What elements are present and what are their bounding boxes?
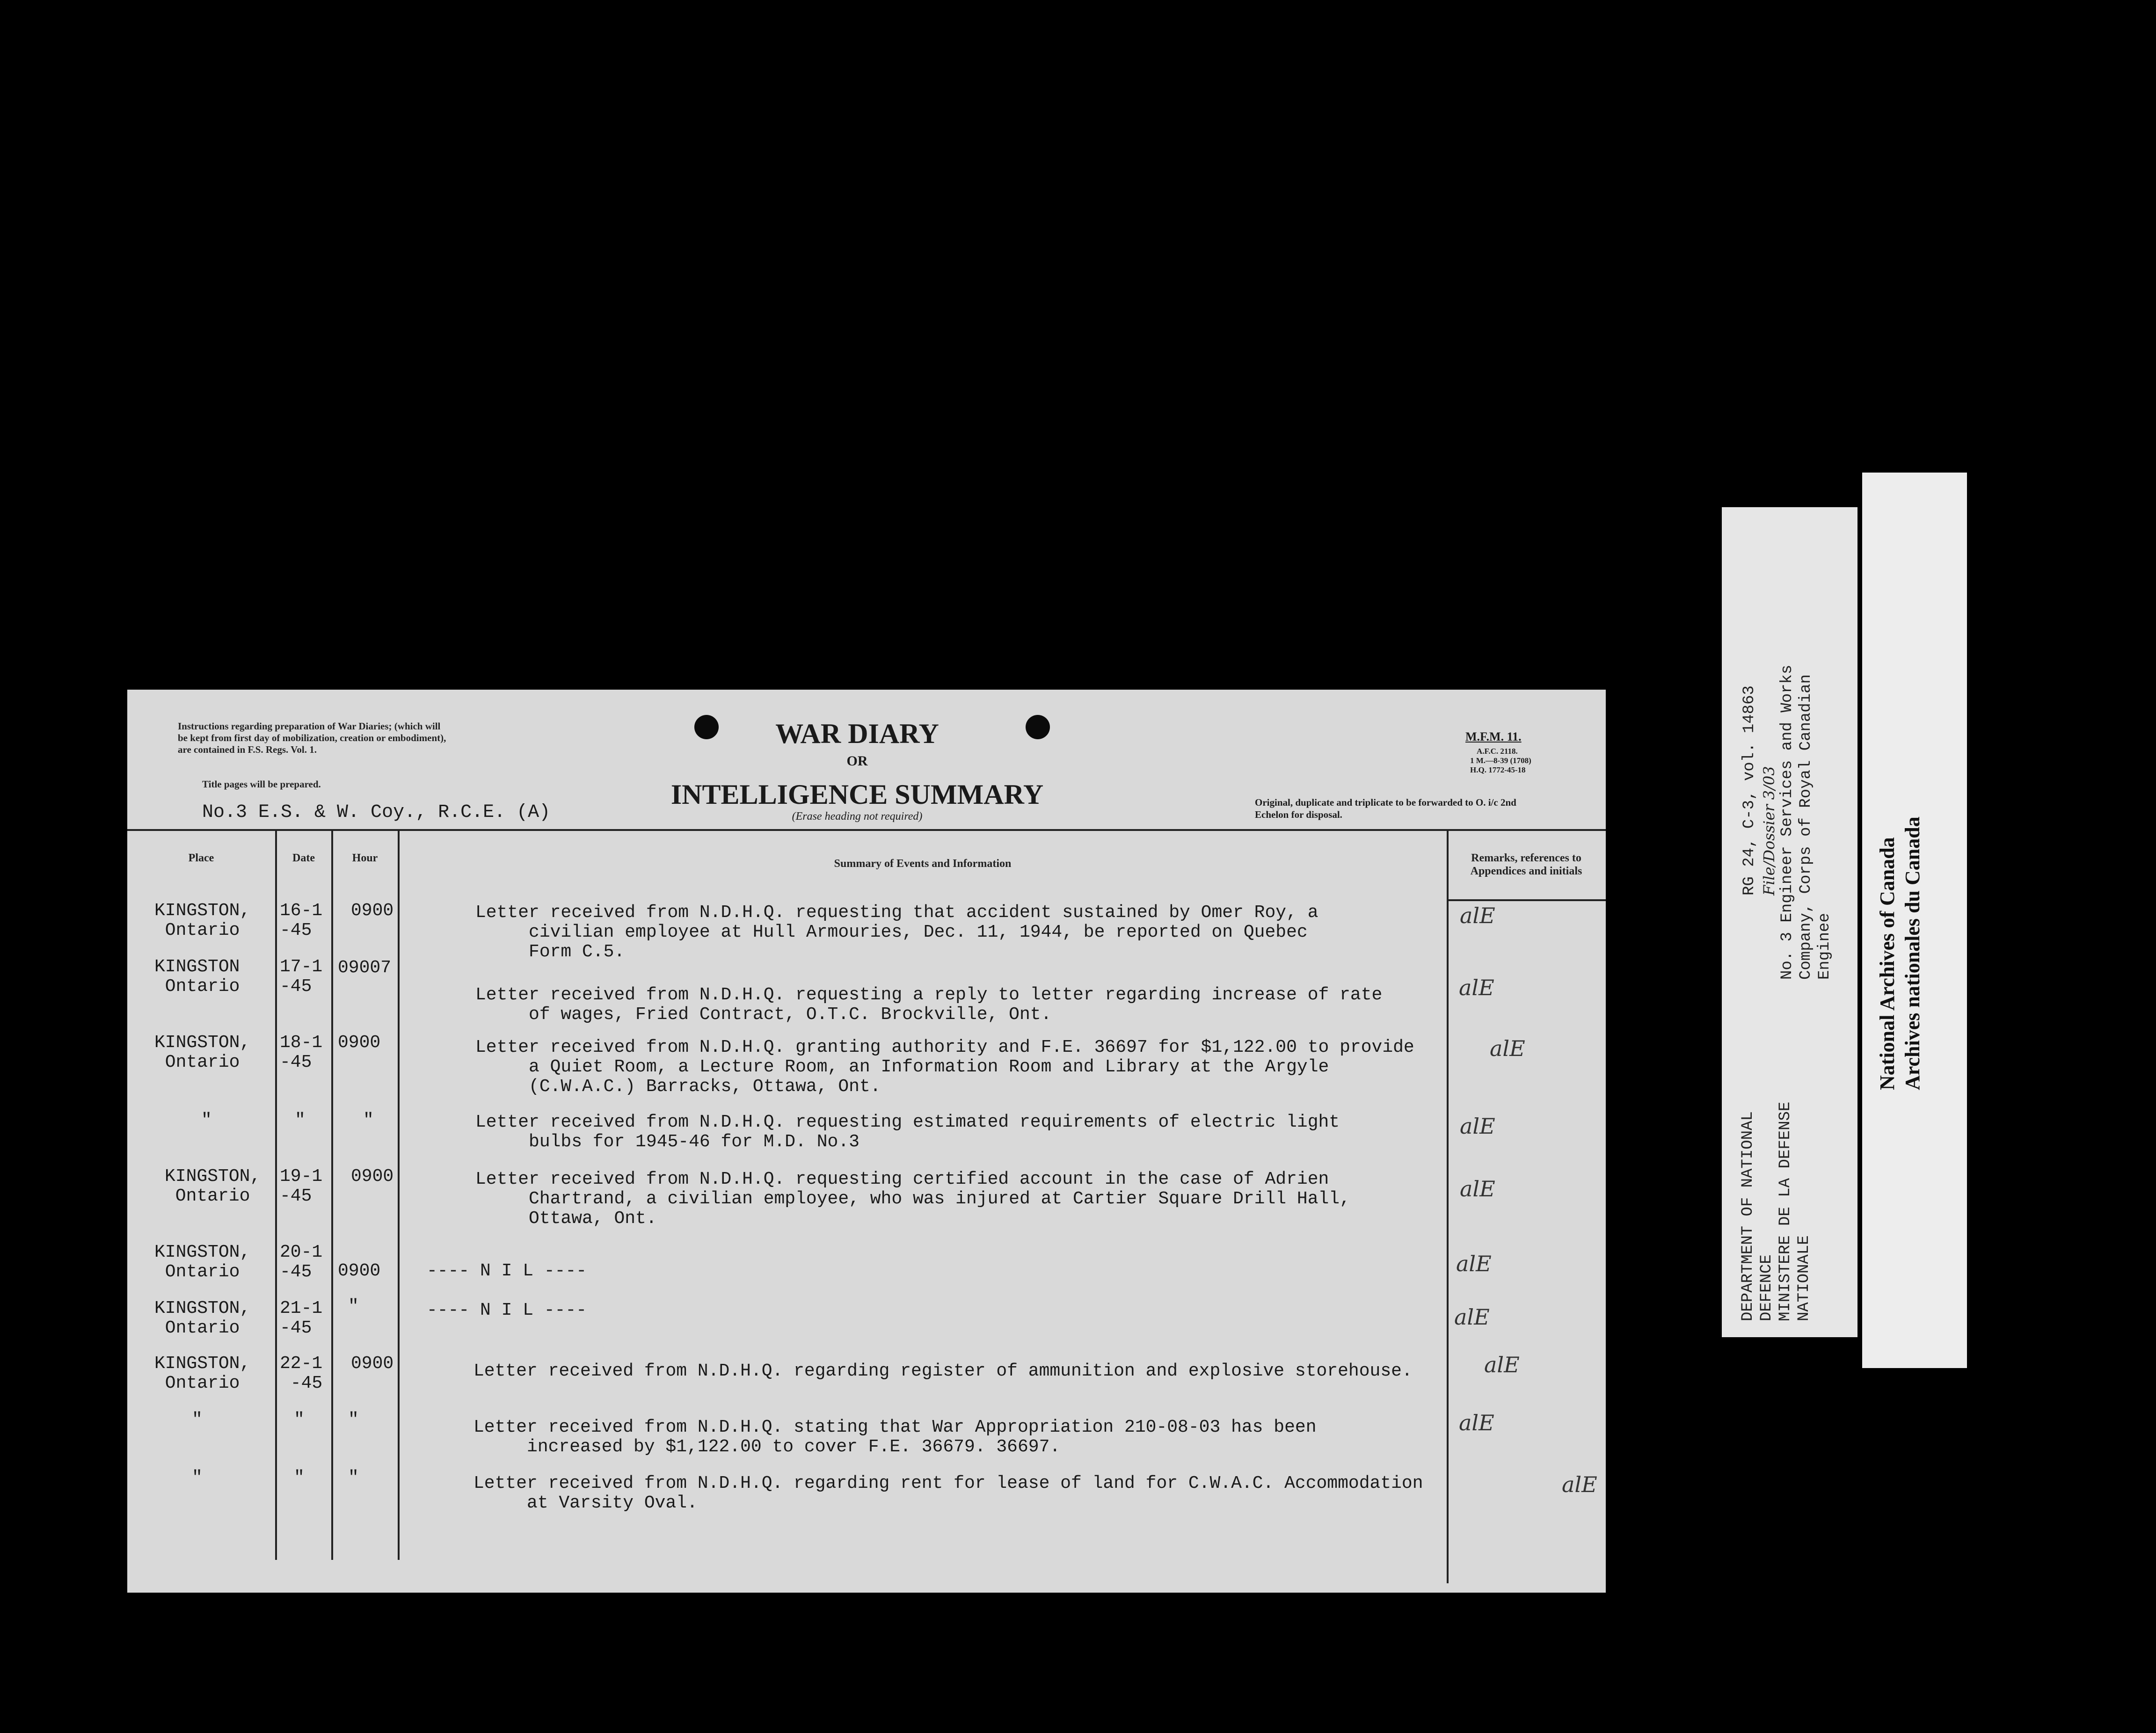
entry-hour: 0900: [351, 1354, 394, 1374]
entry-summary: Letter received from N.D.H.Q. regarding register of ammunition and explosive storehouse.: [473, 1361, 1413, 1381]
title-or: OR: [846, 753, 868, 769]
entry-initials: alE: [1456, 1251, 1492, 1276]
entry-hour: 09007: [338, 958, 392, 978]
form-ref-1: A.F.C. 2118.: [1477, 747, 1518, 756]
entry-summary: Letter received from N.D.H.Q. granting authority and F.E. 36697 for $1,122.00 to provide a Quiet Room, a Lecture Room, an Information Room and Library at the Argyle (C.W.A.C.) Barracks, Ottawa, Ont.: [475, 1037, 1414, 1097]
entry-place: KINGSTON, Ontario: [154, 901, 251, 940]
form-ref-3: H.Q. 1772-45-18: [1470, 765, 1526, 774]
col-header-date: Date: [292, 852, 315, 864]
entry-hour: 0900: [351, 901, 394, 921]
col-divider-date: [331, 830, 333, 1560]
archive-reference: RG 24, C-3, vol. 14863: [1741, 685, 1758, 896]
entry-summary: ---- N I L ----: [427, 1300, 587, 1320]
title-intelligence-summary: INTELLIGENCE SUMMARY: [670, 779, 1044, 810]
archive-department: DEPARTMENT OF NATIONAL DEFENCE MINISTERE DE LA DEFENSE NATIONALE: [1739, 1101, 1813, 1321]
entry-initials: alE: [1460, 903, 1495, 928]
col-divider-hour: [398, 830, 400, 1560]
entry-place: ": [201, 1110, 212, 1130]
war-diary-sheet: [127, 690, 1606, 1593]
entry-date: 22-1 -45: [280, 1354, 323, 1393]
entry-initials: alE: [1460, 1176, 1495, 1201]
entry-date: ": [294, 1410, 305, 1430]
title-war-diary: WAR DIARY: [775, 718, 939, 749]
col-divider-summary: [1447, 830, 1449, 1583]
archive-stamp-en: National Archives of Canada: [1876, 837, 1899, 1090]
archive-reference-label: [1722, 507, 1857, 1337]
entry-place: KINGSTON Ontario: [154, 957, 240, 997]
form-ref-2: 1 M.—8-39 (1708): [1470, 756, 1531, 765]
col-header-remarks: Remarks, references to Appendices and initials: [1470, 852, 1582, 877]
col-divider-place: [275, 830, 277, 1560]
entry-date: 21-1 -45: [280, 1298, 323, 1338]
entry-summary: Letter received from N.D.H.Q. requesting certified account in the case of Adrien Chartrand, a civilian employee, who was injured at Cartier Square Drill Hall, Ottawa, Ont.: [475, 1169, 1350, 1229]
archive-stamp-fr: Archives nationales du Canada: [1901, 816, 1924, 1090]
entry-initials: alE: [1459, 1410, 1494, 1435]
entry-place: KINGSTON, Ontario: [154, 1354, 251, 1393]
entry-summary: Letter received from N.D.H.Q. stating that War Appropriation 210-08-03 has been increased by $1,122.00 to cover F.E. 36679. 36697.: [473, 1417, 1317, 1457]
entry-place: KINGSTON, Ontario: [165, 1166, 261, 1206]
distribution-note: Original, duplicate and triplicate to be forwarded to O. i/c 2nd Echelon for disposal.: [1255, 797, 1516, 820]
unit-name: No.3 E.S. & W. Coy., R.C.E. (A): [202, 802, 551, 823]
col-header-summary: Summary of Events and Information: [834, 858, 1012, 870]
table-top-rule: [127, 829, 1606, 831]
entry-initials: alE: [1490, 1036, 1525, 1061]
instructions-text: Instructions regarding preparation of War Diaries; (which will be kept from first day of mobilization, creation or embodiment), are contained in F.S. Regs. Vol. 1.: [178, 721, 446, 755]
entry-hour: ": [348, 1468, 359, 1488]
entry-hour: 0900: [338, 1261, 381, 1281]
entry-place: ": [192, 1410, 203, 1430]
entry-hour: ": [348, 1410, 359, 1430]
col-header-place: Place: [188, 852, 214, 864]
title-note: (Erase heading not required): [792, 810, 923, 823]
entry-date: ": [294, 1468, 305, 1488]
entry-summary: Letter received from N.D.H.Q. requesting estimated requirements of electric light bulbs for 1945-46 for M.D. No.3: [475, 1112, 1340, 1152]
entry-summary: Letter received from N.D.H.Q. regarding rent for lease of land for C.W.A.C. Accommodation at Varsity Oval.: [473, 1473, 1423, 1513]
col-header-hour: Hour: [352, 852, 378, 864]
national-archives-strip: [1862, 473, 1967, 1368]
archive-unit-name: No. 3 Engineer Services and Works Company, Corps of Royal Canadian Enginee: [1778, 664, 1834, 980]
entry-place: KINGSTON, Ontario: [154, 1242, 251, 1282]
entry-summary: Letter received from N.D.H.Q. requesting a reply to letter regarding increase of rate of wages, Fried Contract, O.T.C. Brockville, Ont.: [475, 985, 1383, 1025]
entry-summary: Letter received from N.D.H.Q. requesting that accident sustained by Omer Roy, a civilian employee at Hull Armouries, Dec. 11, 1944, be reported on Quebec Form C.5.: [475, 903, 1318, 962]
entry-date: 19-1 -45: [280, 1166, 323, 1206]
punch-hole-right: [1026, 715, 1050, 739]
entry-initials: alE: [1562, 1472, 1597, 1497]
entry-date: 20-1 -45: [280, 1242, 323, 1282]
entry-initials: alE: [1454, 1304, 1490, 1330]
archive-file-handwritten: File/Dossier 3/03: [1760, 766, 1778, 896]
entry-initials: alE: [1460, 1114, 1495, 1139]
entry-initials: alE: [1459, 975, 1494, 1000]
entry-date: 18-1 -45: [280, 1033, 323, 1072]
entry-initials: alE: [1484, 1352, 1520, 1377]
entry-date: 17-1 -45: [280, 957, 323, 997]
entry-place: KINGSTON, Ontario: [154, 1298, 251, 1338]
entry-hour: 0900: [338, 1033, 381, 1053]
entry-date: ": [295, 1110, 306, 1130]
entry-hour: ": [363, 1110, 374, 1130]
entry-place: ": [192, 1468, 203, 1488]
entry-hour: 0900: [351, 1166, 394, 1187]
header-rule: [1448, 899, 1606, 901]
form-code: M.F.M. 11.: [1465, 730, 1522, 743]
entry-summary: ---- N I L ----: [427, 1261, 587, 1281]
entry-place: KINGSTON, Ontario: [154, 1033, 251, 1072]
entry-hour: ": [348, 1296, 359, 1317]
title-pages-note: Title pages will be prepared.: [202, 779, 321, 790]
entry-date: 16-1 -45: [280, 901, 323, 940]
